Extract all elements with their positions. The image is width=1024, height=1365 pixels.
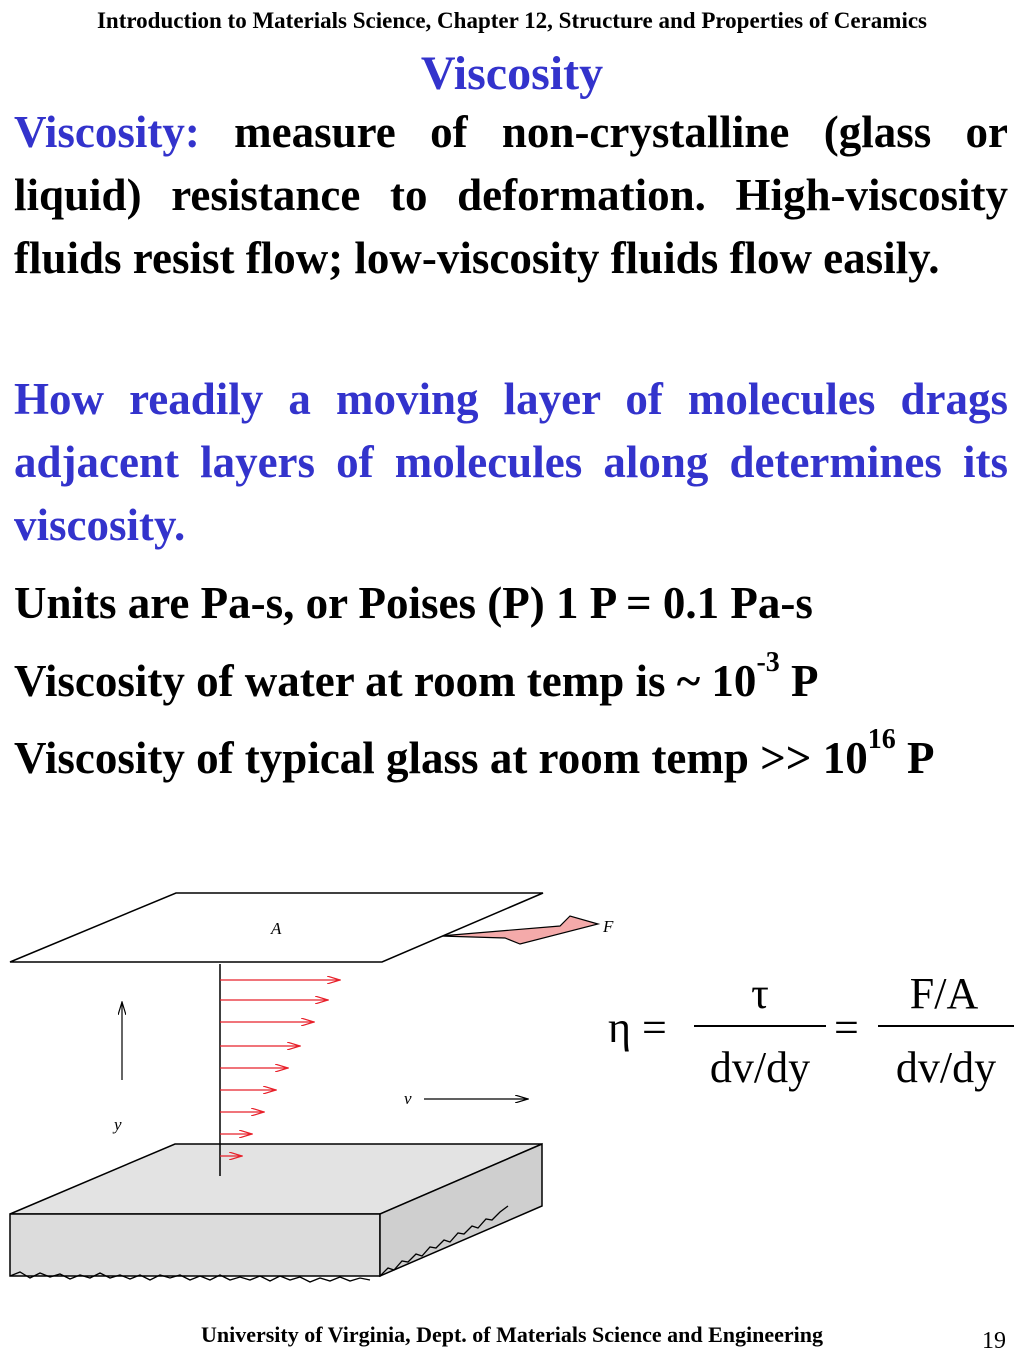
equation-denominator-1: dv/dy (709, 1043, 811, 1092)
equation-numerator-1: τ (751, 969, 769, 1018)
water-viscosity-line (14, 646, 1008, 713)
glass-unit: P (895, 733, 935, 783)
definition-paragraph (14, 101, 1008, 290)
glass-exponent: 16 (867, 723, 896, 755)
explanation-paragraph: How readily a moving layer of molecules drags adjacent layers of molecules along determines its viscosity. (14, 374, 1008, 550)
area-label: A (271, 919, 282, 938)
force-label: F (603, 917, 614, 936)
equation-denominator-2: dv/dy (895, 1043, 997, 1092)
slide-title: Viscosity (420, 47, 604, 100)
height-label: y (114, 1115, 122, 1134)
water-unit: P (779, 656, 819, 706)
velocity-label: v (404, 1089, 412, 1108)
velocity-profile-arrows (220, 980, 340, 1156)
glass-viscosity-line (14, 723, 1008, 790)
equation-equals-2: = (834, 1003, 859, 1052)
viscosity-equation (600, 960, 1024, 1100)
water-text: Viscosity of water at room temp is ~ 10 (14, 656, 757, 706)
bottom-plate (10, 1144, 542, 1282)
water-exponent: -3 (756, 646, 780, 678)
slide-header: Introduction to Materials Science, Chapter 12, Structure and Properties of Ceramics (96, 8, 927, 33)
slide-footer: University of Virginia, Dept. of Materials Science and Engineering (200, 1322, 824, 1347)
page-number: 19 (982, 1328, 1006, 1354)
definition-term: Viscosity: (14, 107, 200, 157)
definition-text: measure of non-crystalline (glass or liquid) resistance to deformation. High-viscosity fluids resist flow; low-viscosity fluids flow easily. (14, 107, 1009, 283)
equation-lhs: η = (608, 1003, 667, 1052)
units-line: Units are Pa-s, or Poises (P) 1 P = 0.1 Pa-s (14, 578, 813, 628)
glass-text: Viscosity of typical glass at room temp >> 10 (14, 733, 868, 783)
shear-flow-diagram (0, 880, 640, 1300)
equation-numerator-2: F/A (909, 969, 979, 1018)
